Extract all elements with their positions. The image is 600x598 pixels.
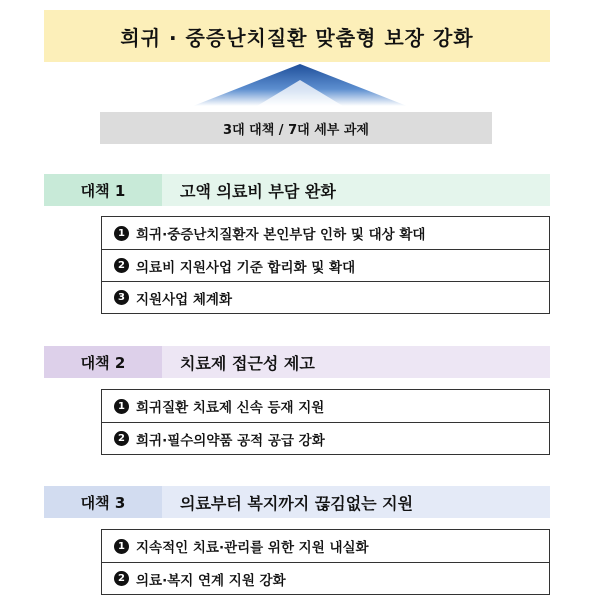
item-text: 희귀질환 치료제 신속 등재 지원: [136, 400, 325, 416]
section-items-3: [101, 529, 550, 595]
section-header-2: [44, 346, 550, 378]
section-items-2: [101, 389, 550, 455]
subtitle: 3대 대책 / 7대 세부 과제: [223, 122, 369, 138]
item-text: 지속적인 치료·관리를 위한 지원 내실화: [136, 540, 369, 556]
item-text: 희귀·필수의약품 공적 공급 강화: [136, 432, 325, 449]
number-badge: 1: [114, 399, 129, 414]
up-arrow-icon: [193, 64, 407, 106]
number-badge: 3: [114, 290, 129, 305]
item-text: 의료·복지 연계 지원 강화: [136, 572, 286, 589]
number-badge: 1: [114, 539, 129, 554]
title-banner: [44, 10, 550, 62]
number-badge: 1: [114, 226, 129, 241]
list-item: [102, 422, 549, 454]
list-item: [102, 530, 549, 562]
section-items-1: [101, 216, 550, 314]
section-header-3: [44, 486, 550, 518]
section-name: 고액 의료비 부담 완화: [162, 174, 550, 206]
list-item: [102, 390, 549, 422]
number-badge: 2: [114, 431, 129, 446]
section-tag: 대책 3: [44, 486, 162, 518]
item-text: 희귀·중증난치질환자 본인부담 인하 및 대상 확대: [136, 227, 426, 243]
section-tag: 대책 1: [44, 174, 162, 206]
item-text: 의료비 지원사업 기준 합리화 및 확대: [136, 259, 356, 276]
section-name: 의료부터 복지까지 끊김없는 지원: [162, 486, 550, 518]
list-item: [102, 249, 549, 281]
subtitle-banner: [100, 112, 492, 144]
number-badge: 2: [114, 258, 129, 273]
list-item: [102, 281, 549, 313]
section-header-1: [44, 174, 550, 206]
section-name: 치료제 접근성 제고: [162, 346, 550, 378]
page-title: 희귀 · 중증난치질환 맞춤형 보장 강화: [120, 25, 474, 50]
number-badge: 2: [114, 571, 129, 586]
section-tag: 대책 2: [44, 346, 162, 378]
item-text: 지원사업 체계화: [136, 291, 232, 308]
list-item: [102, 562, 549, 594]
list-item: [102, 217, 549, 249]
